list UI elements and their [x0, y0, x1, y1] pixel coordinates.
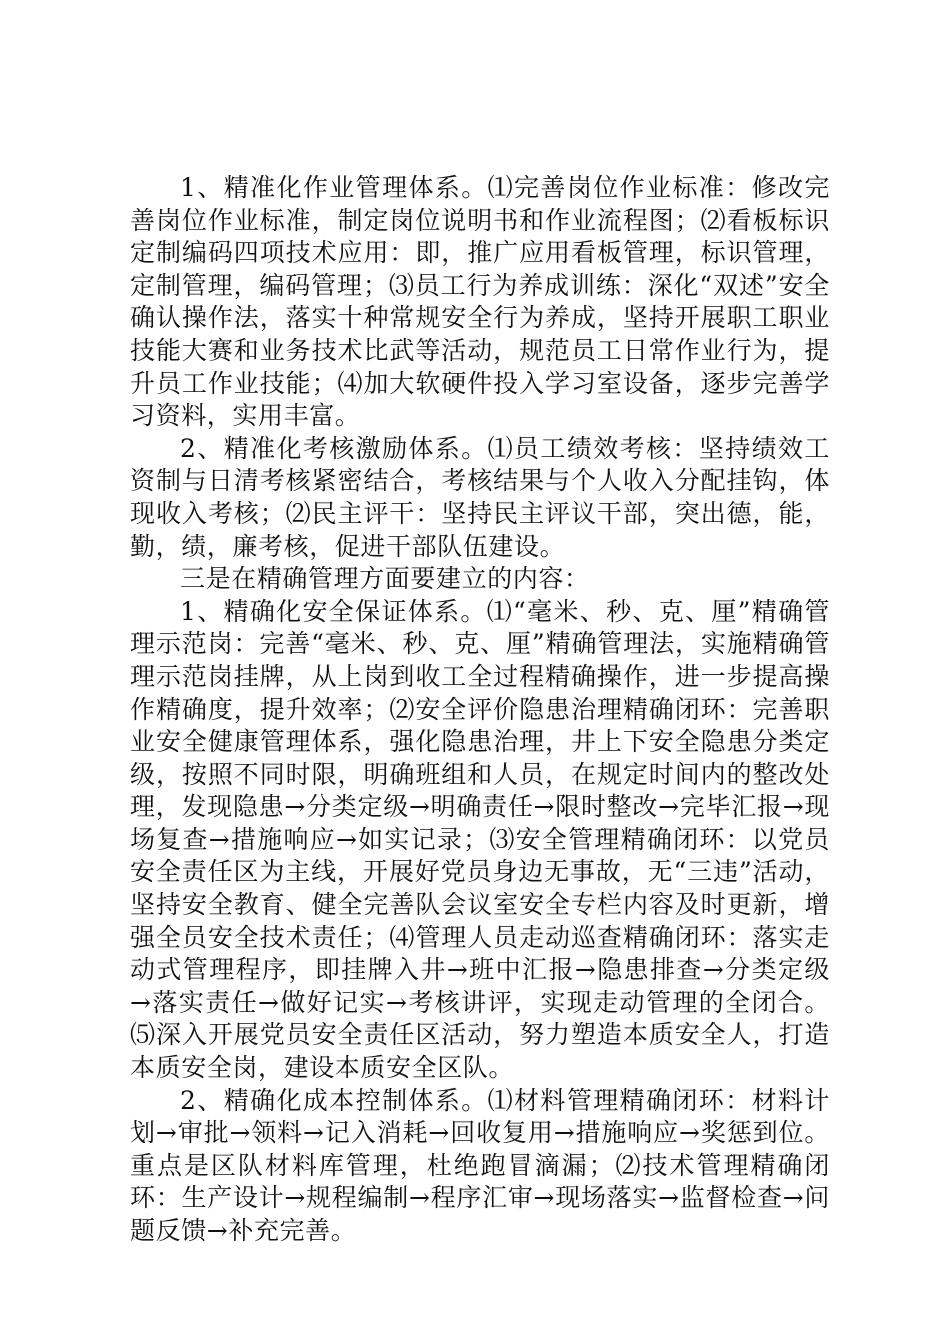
paragraph-assessment-incentive: 2、精准化考核激励体系。⑴员工绩效考核：坚持绩效工资制与日清考核紧密结合，考核结果与个人收入分配挂钩，体现收入考核；⑵民主评干：坚持民主评议干部，突出德，能，勤，绩，廉考核，促进干部队伍建设。: [130, 433, 830, 561]
document-body: [130, 172, 830, 1248]
paragraph-section-heading: 三是在精确管理方面要建立的内容：: [180, 564, 590, 594]
paragraph-cost-control: 2、精确化成本控制体系。⑴材料管理精确闭环：材料计划→审批→领料→记入消耗→回收复用→措施响应→奖惩到位。重点是区队材料库管理，杜绝跑冒滴漏；⑵技术管理精确闭环：生产设计→规程编制→程序汇审→现场落实→监督检查→问题反馈→补充完善。: [130, 1085, 830, 1245]
paragraph-safety-assurance: 1、精确化安全保证体系。⑴“毫米、秒、克、厘”精确管理示范岗：完善“毫米、秒、克、厘”精确管理法，实施精确管理示范岗挂牌，从上岗到收工全过程精确操作，进一步提高操作精确度，提升效率；⑵安全评价隐患治理精确闭环：完善职业安全健康管理体系，强化隐患治理，井上下安全隐患分类定级，按照不同时限，明确班组和人员，在规定时间内的整改处理，发现隐患→分类定级→明确责任→限时整改→完毕汇报→现场复查→措施响应→如实记录；⑶安全管理精确闭环：以党员安全责任区为主线，开展好党员身边无事故，无“三违”活动，坚持安全教育、健全完善队会议室安全专栏内容及时更新，增强全员安全技术责任；⑷管理人员走动巡查精确闭环：落实走动式管理程序，即挂牌入井→班中汇报→隐患排查→分类定级→落实责任→做好记实→考核讲评，实现走动管理的全闭合。⑸深入开展党员安全责任区活动，努力塑造本质安全人，打造本质安全岗，建设本质安全区队。: [130, 596, 830, 1083]
paragraph-operation-management: 1、精准化作业管理体系。⑴完善岗位作业标准：修改完善岗位作业标准，制定岗位说明书和作业流程图；⑵看板标识定制编码四项技术应用：即，推广应用看板管理，标识管理，定制管理，编码管理；⑶员工行为养成训练：深化“双述”安全确认操作法，落实十种常规安全行为养成，坚持开展职工职业技能大赛和业务技术比武等活动，规范员工日常作业行为，提升员工作业技能；⑷加大软硬件投入学习室设备，逐步完善学习资料，实用丰富。: [130, 173, 830, 431]
